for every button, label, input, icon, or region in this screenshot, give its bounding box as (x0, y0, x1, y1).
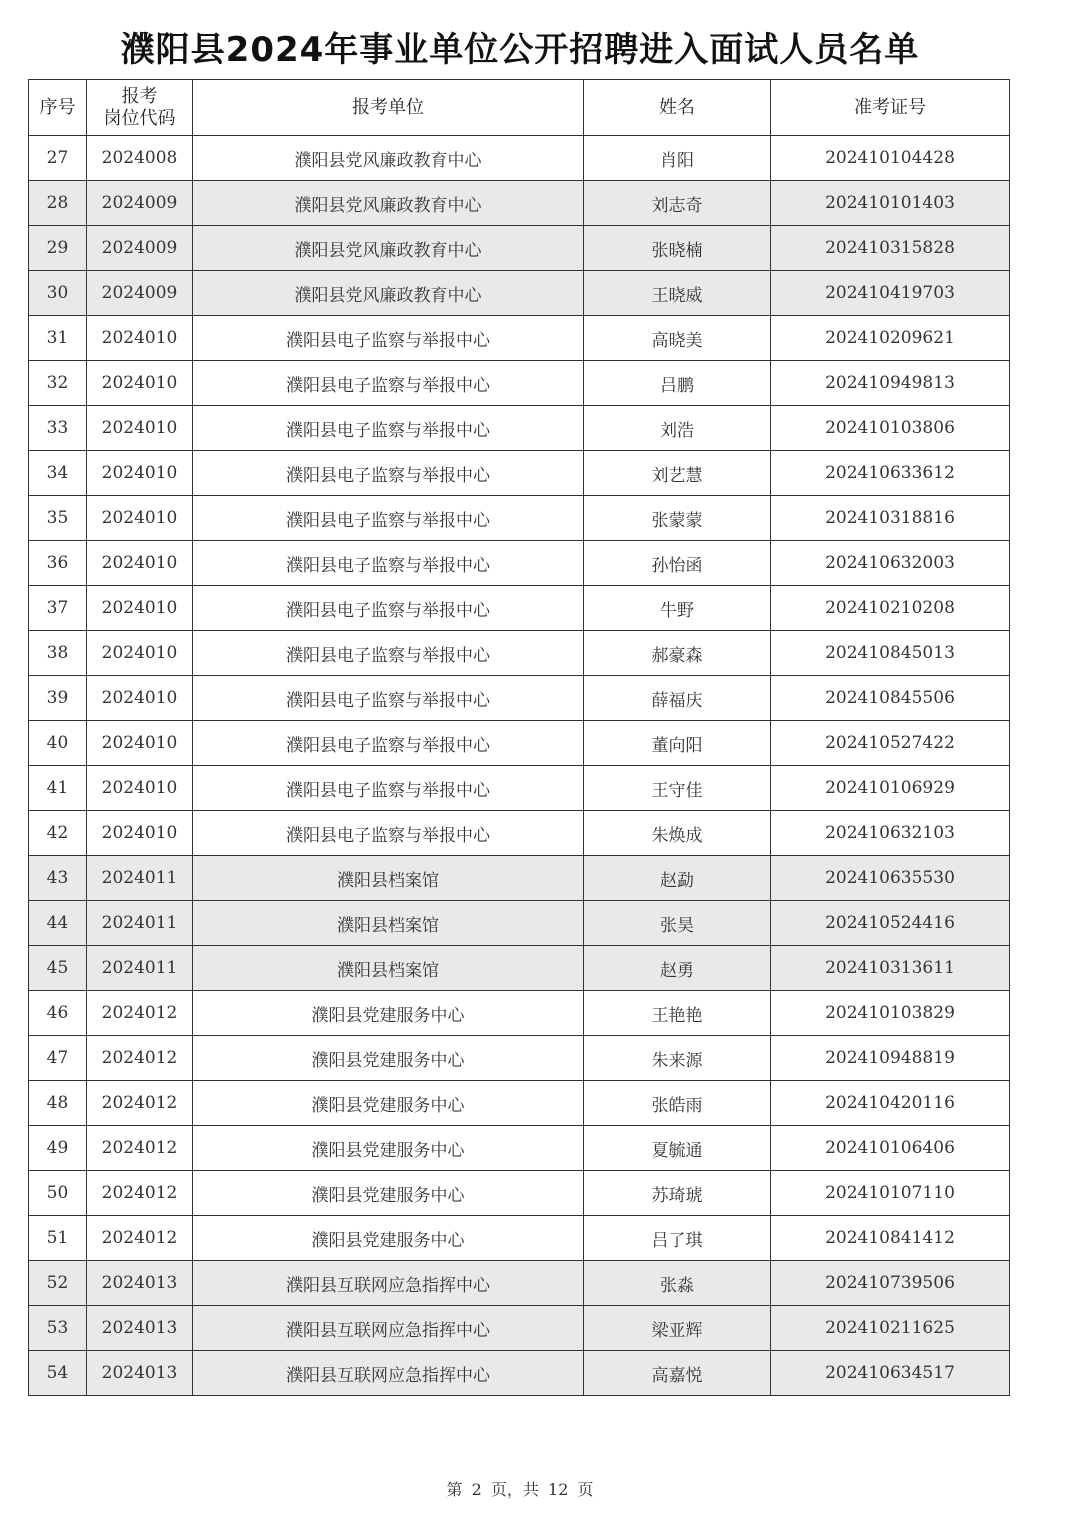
cell-position-code: 2024010 (87, 766, 193, 811)
cell-seq: 48 (29, 1081, 87, 1126)
cell-name: 刘艺慧 (584, 451, 771, 496)
cell-position-code: 2024011 (87, 946, 193, 991)
cell-exam-id: 202410106406 (771, 1126, 1010, 1171)
cell-position-code: 2024012 (87, 1126, 193, 1171)
cell-unit: 濮阳县电子监察与举报中心 (193, 721, 584, 766)
cell-exam-id: 202410103829 (771, 991, 1010, 1036)
table-row (29, 676, 1010, 721)
footer-middle: 页，共 (490, 1480, 539, 1499)
cell-seq: 41 (29, 766, 87, 811)
table-row (29, 316, 1010, 361)
header-unit: 报考单位 (193, 80, 584, 136)
table-row (29, 1126, 1010, 1171)
cell-name: 吕了琪 (584, 1216, 771, 1261)
table-row (29, 1261, 1010, 1306)
cell-position-code: 2024010 (87, 451, 193, 496)
cell-seq: 27 (29, 136, 87, 181)
cell-exam-id: 202410845506 (771, 676, 1010, 721)
cell-exam-id: 202410949813 (771, 361, 1010, 406)
cell-exam-id: 202410103806 (771, 406, 1010, 451)
cell-position-code: 2024010 (87, 721, 193, 766)
cell-exam-id: 202410313611 (771, 946, 1010, 991)
cell-position-code: 2024009 (87, 271, 193, 316)
cell-position-code: 2024010 (87, 631, 193, 676)
table-row (29, 1036, 1010, 1081)
cell-unit: 濮阳县电子监察与举报中心 (193, 406, 584, 451)
cell-name: 孙怡函 (584, 541, 771, 586)
table-row (29, 991, 1010, 1036)
cell-seq: 30 (29, 271, 87, 316)
cell-seq: 42 (29, 811, 87, 856)
table-body (29, 136, 1010, 1396)
cell-seq: 28 (29, 181, 87, 226)
cell-position-code: 2024010 (87, 811, 193, 856)
cell-seq: 43 (29, 856, 87, 901)
table-row (29, 901, 1010, 946)
cell-seq: 52 (29, 1261, 87, 1306)
cell-name: 赵勇 (584, 946, 771, 991)
cell-exam-id: 202410106929 (771, 766, 1010, 811)
cell-exam-id: 202410632003 (771, 541, 1010, 586)
cell-position-code: 2024009 (87, 226, 193, 271)
cell-exam-id: 202410210208 (771, 586, 1010, 631)
table-row (29, 541, 1010, 586)
cell-position-code: 2024013 (87, 1261, 193, 1306)
cell-unit: 濮阳县电子监察与举报中心 (193, 496, 584, 541)
cell-seq: 51 (29, 1216, 87, 1261)
cell-unit: 濮阳县电子监察与举报中心 (193, 811, 584, 856)
cell-name: 张淼 (584, 1261, 771, 1306)
cell-seq: 45 (29, 946, 87, 991)
cell-name: 朱来源 (584, 1036, 771, 1081)
table-row (29, 181, 1010, 226)
table-header-row (29, 80, 1010, 136)
cell-name: 王晓威 (584, 271, 771, 316)
cell-seq: 36 (29, 541, 87, 586)
header-position-code (87, 80, 193, 136)
header-code-line2: 岗位代码 (103, 107, 176, 129)
cell-unit: 濮阳县电子监察与举报中心 (193, 451, 584, 496)
cell-position-code: 2024012 (87, 991, 193, 1036)
cell-name: 张昊 (584, 901, 771, 946)
cell-exam-id: 202410948819 (771, 1036, 1010, 1081)
table-row (29, 1306, 1010, 1351)
cell-seq: 38 (29, 631, 87, 676)
cell-unit: 濮阳县党风廉政教育中心 (193, 271, 584, 316)
cell-unit: 濮阳县电子监察与举报中心 (193, 676, 584, 721)
footer-prefix: 第 (446, 1480, 463, 1499)
cell-name: 苏琦琥 (584, 1171, 771, 1216)
cell-unit: 濮阳县电子监察与举报中心 (193, 316, 584, 361)
table-row (29, 1171, 1010, 1216)
cell-seq: 40 (29, 721, 87, 766)
header-code-line1: 报考 (121, 85, 158, 107)
cell-unit: 濮阳县档案馆 (193, 856, 584, 901)
cell-unit: 濮阳县党风廉政教育中心 (193, 181, 584, 226)
cell-name: 赵勐 (584, 856, 771, 901)
table-row (29, 451, 1010, 496)
cell-seq: 33 (29, 406, 87, 451)
header-name: 姓名 (584, 80, 771, 136)
cell-name: 董向阳 (584, 721, 771, 766)
cell-unit: 濮阳县电子监察与举报中心 (193, 361, 584, 406)
cell-seq: 39 (29, 676, 87, 721)
cell-name: 张蒙蒙 (584, 496, 771, 541)
cell-exam-id: 202410104428 (771, 136, 1010, 181)
cell-exam-id: 202410419703 (771, 271, 1010, 316)
cell-unit: 濮阳县党建服务中心 (193, 1081, 584, 1126)
cell-seq: 49 (29, 1126, 87, 1171)
cell-exam-id: 202410527422 (771, 721, 1010, 766)
table-row (29, 496, 1010, 541)
cell-name: 王守佳 (584, 766, 771, 811)
cell-name: 薛福庆 (584, 676, 771, 721)
cell-seq: 54 (29, 1351, 87, 1396)
cell-position-code: 2024013 (87, 1306, 193, 1351)
cell-position-code: 2024012 (87, 1216, 193, 1261)
cell-name: 夏毓通 (584, 1126, 771, 1171)
cell-seq: 47 (29, 1036, 87, 1081)
cell-exam-id: 202410211625 (771, 1306, 1010, 1351)
cell-unit: 濮阳县党建服务中心 (193, 1171, 584, 1216)
cell-seq: 32 (29, 361, 87, 406)
table-row (29, 946, 1010, 991)
cell-position-code: 2024010 (87, 586, 193, 631)
cell-exam-id: 202410632103 (771, 811, 1010, 856)
cell-name: 牛野 (584, 586, 771, 631)
cell-position-code: 2024011 (87, 856, 193, 901)
cell-unit: 濮阳县电子监察与举报中心 (193, 631, 584, 676)
table-row (29, 1081, 1010, 1126)
cell-position-code: 2024012 (87, 1171, 193, 1216)
cell-seq: 37 (29, 586, 87, 631)
cell-position-code: 2024010 (87, 316, 193, 361)
footer-current-page: 2 (471, 1480, 482, 1499)
cell-unit: 濮阳县档案馆 (193, 946, 584, 991)
table-row (29, 631, 1010, 676)
cell-name: 张晓楠 (584, 226, 771, 271)
table-row (29, 766, 1010, 811)
table-row (29, 811, 1010, 856)
cell-unit: 濮阳县电子监察与举报中心 (193, 541, 584, 586)
cell-name: 吕鹏 (584, 361, 771, 406)
cell-unit: 濮阳县党建服务中心 (193, 1216, 584, 1261)
cell-unit: 濮阳县互联网应急指挥中心 (193, 1261, 584, 1306)
cell-name: 郝豪森 (584, 631, 771, 676)
table-row (29, 226, 1010, 271)
cell-name: 刘浩 (584, 406, 771, 451)
table-row (29, 361, 1010, 406)
candidate-table (28, 79, 1010, 1396)
cell-position-code: 2024013 (87, 1351, 193, 1396)
cell-unit: 濮阳县党建服务中心 (193, 1036, 584, 1081)
table-row (29, 721, 1010, 766)
cell-unit: 濮阳县互联网应急指挥中心 (193, 1351, 584, 1396)
cell-unit: 濮阳县党建服务中心 (193, 991, 584, 1036)
cell-unit: 濮阳县档案馆 (193, 901, 584, 946)
cell-exam-id: 202410101403 (771, 181, 1010, 226)
cell-name: 张皓雨 (584, 1081, 771, 1126)
cell-position-code: 2024008 (87, 136, 193, 181)
cell-position-code: 2024012 (87, 1081, 193, 1126)
footer-suffix: 页 (577, 1480, 594, 1499)
cell-exam-id: 202410739506 (771, 1261, 1010, 1306)
cell-seq: 31 (29, 316, 87, 361)
cell-name: 高嘉悦 (584, 1351, 771, 1396)
cell-exam-id: 202410524416 (771, 901, 1010, 946)
cell-name: 肖阳 (584, 136, 771, 181)
cell-name: 梁亚辉 (584, 1306, 771, 1351)
table-row (29, 406, 1010, 451)
header-seq: 序号 (29, 80, 87, 136)
cell-position-code: 2024010 (87, 676, 193, 721)
cell-exam-id: 202410845013 (771, 631, 1010, 676)
cell-exam-id: 202410107110 (771, 1171, 1010, 1216)
cell-exam-id: 202410633612 (771, 451, 1010, 496)
table-row (29, 136, 1010, 181)
cell-position-code: 2024010 (87, 496, 193, 541)
cell-seq: 34 (29, 451, 87, 496)
cell-exam-id: 202410841412 (771, 1216, 1010, 1261)
cell-seq: 35 (29, 496, 87, 541)
cell-exam-id: 202410209621 (771, 316, 1010, 361)
cell-seq: 46 (29, 991, 87, 1036)
cell-name: 高晓美 (584, 316, 771, 361)
cell-unit: 濮阳县党风廉政教育中心 (193, 226, 584, 271)
table-row (29, 1216, 1010, 1261)
table-row (29, 586, 1010, 631)
table-row (29, 856, 1010, 901)
cell-position-code: 2024010 (87, 361, 193, 406)
cell-seq: 44 (29, 901, 87, 946)
cell-exam-id: 202410635530 (771, 856, 1010, 901)
cell-position-code: 2024009 (87, 181, 193, 226)
table-row (29, 271, 1010, 316)
cell-unit: 濮阳县电子监察与举报中心 (193, 586, 584, 631)
cell-unit: 濮阳县党风廉政教育中心 (193, 136, 584, 181)
cell-unit: 濮阳县互联网应急指挥中心 (193, 1306, 584, 1351)
cell-exam-id: 202410634517 (771, 1351, 1010, 1396)
footer-total-pages: 12 (548, 1480, 569, 1499)
page-title: 濮阳县2024年事业单位公开招聘进入面试人员名单 (120, 30, 920, 70)
cell-exam-id: 202410318816 (771, 496, 1010, 541)
cell-name: 王艳艳 (584, 991, 771, 1036)
cell-name: 刘志奇 (584, 181, 771, 226)
cell-exam-id: 202410315828 (771, 226, 1010, 271)
cell-seq: 53 (29, 1306, 87, 1351)
cell-name: 朱焕成 (584, 811, 771, 856)
cell-unit: 濮阳县党建服务中心 (193, 1126, 584, 1171)
cell-position-code: 2024012 (87, 1036, 193, 1081)
header-exam-id: 准考证号 (771, 80, 1010, 136)
cell-seq: 29 (29, 226, 87, 271)
cell-position-code: 2024010 (87, 406, 193, 451)
cell-seq: 50 (29, 1171, 87, 1216)
page-footer (0, 1477, 1040, 1500)
table-row (29, 1351, 1010, 1396)
cell-exam-id: 202410420116 (771, 1081, 1010, 1126)
cell-position-code: 2024011 (87, 901, 193, 946)
cell-unit: 濮阳县电子监察与举报中心 (193, 766, 584, 811)
cell-position-code: 2024010 (87, 541, 193, 586)
